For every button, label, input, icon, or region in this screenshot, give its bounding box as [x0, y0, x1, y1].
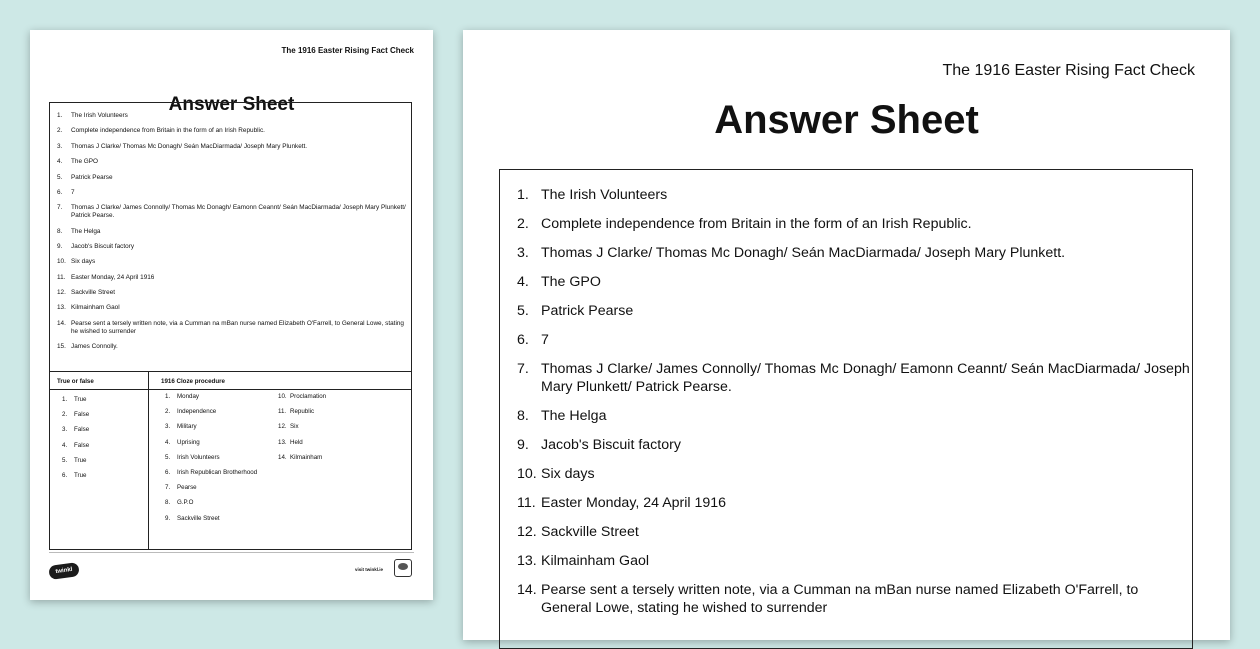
item-number: 3.	[62, 426, 68, 434]
list-item	[278, 454, 368, 461]
item-text: Easter Monday, 24 April 1916	[71, 273, 155, 281]
item-number: 10.	[57, 258, 66, 266]
item-text: Held	[290, 438, 303, 446]
item-number: 6.	[62, 471, 68, 479]
item-text: Irish Volunteers	[177, 453, 220, 461]
item-text: G.P.O	[177, 499, 194, 507]
item-number: 6.	[165, 468, 171, 476]
list-item	[278, 393, 368, 400]
list-item	[57, 189, 411, 197]
list-item	[165, 408, 260, 415]
item-number: 9.	[165, 514, 171, 522]
item-number: 11.	[517, 495, 536, 511]
answers-box	[499, 169, 1193, 649]
item-number: 2.	[62, 411, 68, 419]
list-item	[165, 484, 260, 491]
item-text: False	[74, 441, 90, 449]
item-number: 1.	[165, 393, 171, 400]
item-text: Kilmainham Gaol	[71, 304, 120, 312]
list-item	[57, 289, 411, 297]
item-text: True	[74, 456, 87, 464]
list-item	[62, 457, 89, 464]
item-text: Thomas J Clarke/ Thomas Mc Donagh/ Seán MacDiarmada/ Joseph Mary Plunkett.	[71, 142, 308, 150]
item-text: Six days	[541, 466, 595, 482]
list-item	[517, 494, 1192, 512]
true-false-list	[62, 396, 89, 487]
item-number: 7.	[517, 361, 529, 377]
document-title: The 1916 Easter Rising Fact Check	[942, 62, 1195, 79]
item-number: 5.	[62, 456, 68, 464]
item-text: 7	[541, 332, 549, 348]
list-item	[57, 343, 411, 351]
list-item	[517, 465, 1192, 483]
item-number: 14.	[57, 319, 66, 327]
item-text: Sackville Street	[541, 524, 639, 540]
answers-list	[500, 170, 1192, 617]
item-number: 14.	[278, 453, 287, 461]
item-text: Sackville Street	[71, 289, 116, 297]
item-text: Irish Republican Brotherhood	[177, 468, 258, 476]
list-item	[517, 302, 1192, 320]
item-number: 3.	[57, 142, 63, 150]
list-item	[165, 423, 260, 430]
item-text: Monday	[177, 393, 200, 400]
list-item	[57, 258, 411, 266]
answer-sheet-thumbnail[interactable]	[30, 30, 433, 600]
document-title: The 1916 Easter Rising Fact Check	[281, 46, 414, 55]
item-text: Patrick Pearse	[71, 173, 113, 181]
item-text: Six	[290, 423, 299, 431]
item-text: Thomas J Clarke/ James Connolly/ Thomas Mc Donagh/ Eamonn Ceannt/ Seán MacDiarmada/ Joseph Mary Plunkett/ Patrick Pearse.	[541, 361, 1190, 395]
item-number: 3.	[165, 423, 171, 431]
list-item	[517, 436, 1192, 454]
item-text: True	[74, 396, 87, 403]
page-heading: Answer Sheet	[168, 94, 295, 115]
item-text: Complete independence from Britain in the form of an Irish Republic.	[71, 127, 265, 135]
item-text: False	[74, 426, 90, 434]
item-text: Kilmainham Gaol	[541, 553, 650, 569]
list-item	[62, 472, 89, 479]
list-item	[165, 469, 260, 476]
item-text: False	[74, 411, 90, 419]
list-item	[517, 552, 1192, 570]
list-item	[57, 143, 411, 151]
item-number: 11.	[278, 408, 287, 416]
item-number: 5.	[57, 173, 63, 181]
list-item	[62, 396, 89, 403]
footer-divider	[49, 552, 414, 553]
item-text: Independence	[177, 408, 217, 416]
visit-link: visit twinkl.ie	[355, 567, 384, 572]
list-item	[57, 274, 411, 282]
item-number: 15.	[57, 343, 66, 351]
extra-answers-box	[49, 371, 412, 550]
item-number: 8.	[57, 227, 63, 235]
page-heading: Answer Sheet	[714, 98, 979, 142]
list-item	[278, 439, 368, 446]
list-item	[62, 426, 89, 433]
item-number: 13.	[278, 438, 287, 446]
list-item	[57, 228, 411, 236]
item-number: 10.	[278, 393, 287, 400]
item-text: Patrick Pearse	[541, 303, 634, 319]
item-number: 13.	[57, 304, 66, 312]
item-text: The Irish Volunteers	[71, 112, 128, 119]
item-text: The GPO	[541, 274, 601, 290]
item-text: Jacob's Biscuit factory	[71, 242, 135, 250]
list-item	[165, 393, 260, 400]
item-text: Military	[177, 423, 197, 431]
item-number: 14.	[517, 582, 537, 598]
list-item	[62, 442, 89, 449]
item-text: James Connolly.	[71, 343, 118, 351]
item-number: 4.	[165, 438, 171, 446]
item-number: 2.	[165, 408, 171, 416]
list-item	[57, 112, 411, 120]
true-false-heading: True or false	[57, 378, 94, 385]
list-item	[278, 423, 368, 430]
item-number: 12.	[517, 524, 537, 540]
item-number: 2.	[517, 216, 529, 232]
item-number: 5.	[517, 303, 529, 319]
item-number: 12.	[57, 289, 66, 297]
item-text: Complete independence from Britain in the form of an Irish Republic.	[541, 216, 972, 232]
list-item	[517, 407, 1192, 425]
list-item	[165, 454, 260, 461]
item-number: 3.	[517, 245, 529, 261]
twinkl-logo: twinkl	[48, 562, 80, 580]
list-item	[517, 186, 1192, 204]
list-item	[517, 273, 1192, 291]
list-item	[278, 408, 368, 415]
item-text: Kilmainham	[290, 453, 323, 461]
item-text: Six days	[71, 258, 96, 266]
item-text: Pearse sent a tersely written note, via a Cumman na mBan nurse named Elizabeth O'Farrell, to General Lowe, stating he wished to surrender	[71, 319, 404, 335]
item-text: The Helga	[71, 227, 101, 235]
item-text: Pearse sent a tersely written note, via a Cumman na mBan nurse named Elizabeth O'Farrell, to General Lowe, stating he wished to surrender	[541, 582, 1139, 616]
item-text: Thomas J Clarke/ James Connolly/ Thomas Mc Donagh/ Eamonn Ceannt/ Seán MacDiarmada/ Joseph Mary Plunkett/ Patrick Pearse.	[71, 204, 406, 220]
item-number: 1.	[57, 112, 63, 119]
list-item	[57, 304, 411, 312]
item-number: 4.	[57, 158, 63, 166]
item-number: 10.	[517, 466, 537, 482]
item-text: The Helga	[541, 408, 607, 424]
item-text: Pearse	[177, 484, 197, 492]
list-item	[57, 243, 411, 251]
item-text: Easter Monday, 24 April 1916	[541, 495, 727, 511]
item-number: 1.	[62, 396, 68, 403]
item-number: 7.	[165, 484, 171, 492]
answers-list	[50, 103, 411, 351]
item-text: 7	[71, 188, 75, 196]
item-number: 2.	[57, 127, 63, 135]
item-text: The GPO	[71, 158, 98, 166]
item-number: 6.	[517, 332, 529, 348]
list-item	[517, 331, 1192, 349]
item-text: Uprising	[177, 438, 200, 446]
list-item	[517, 581, 1192, 617]
list-item	[57, 127, 411, 135]
item-number: 9.	[57, 242, 63, 250]
item-number: 11.	[57, 273, 66, 281]
list-item	[517, 360, 1192, 396]
list-item	[517, 523, 1192, 541]
item-number: 4.	[62, 441, 68, 449]
item-text: Proclamation	[290, 393, 327, 400]
cloze-list-col2	[278, 393, 368, 469]
item-number: 13.	[517, 553, 537, 569]
item-number: 5.	[165, 453, 171, 461]
answers-box	[49, 102, 412, 390]
item-text: True	[74, 471, 87, 479]
list-item	[57, 204, 411, 220]
item-text: Jacob's Biscuit factory	[541, 437, 681, 453]
item-text: Sackville Street	[177, 514, 220, 522]
item-text: Republic	[290, 408, 315, 416]
cloze-list-col1	[165, 393, 260, 530]
item-number: 1.	[517, 187, 529, 203]
list-item	[165, 439, 260, 446]
list-item	[165, 515, 260, 522]
list-item	[57, 174, 411, 182]
list-item	[517, 244, 1192, 262]
list-item	[62, 411, 89, 418]
item-number: 4.	[517, 274, 529, 290]
item-number: 8.	[517, 408, 529, 424]
list-item	[165, 499, 260, 506]
item-number: 9.	[517, 437, 529, 453]
answer-sheet-zoomed	[463, 30, 1230, 640]
list-item	[57, 158, 411, 166]
badge-icon	[394, 559, 412, 577]
column-divider	[148, 372, 149, 549]
item-number: 6.	[57, 188, 63, 196]
item-number: 12.	[278, 423, 287, 431]
list-item	[57, 320, 411, 336]
list-item	[517, 215, 1192, 233]
item-text: Thomas J Clarke/ Thomas Mc Donagh/ Seán MacDiarmada/ Joseph Mary Plunkett.	[541, 245, 1066, 261]
item-number: 7.	[57, 204, 63, 212]
cloze-heading: 1916 Cloze procedure	[161, 378, 225, 385]
item-text: The Irish Volunteers	[541, 187, 668, 203]
item-number: 8.	[165, 499, 171, 507]
